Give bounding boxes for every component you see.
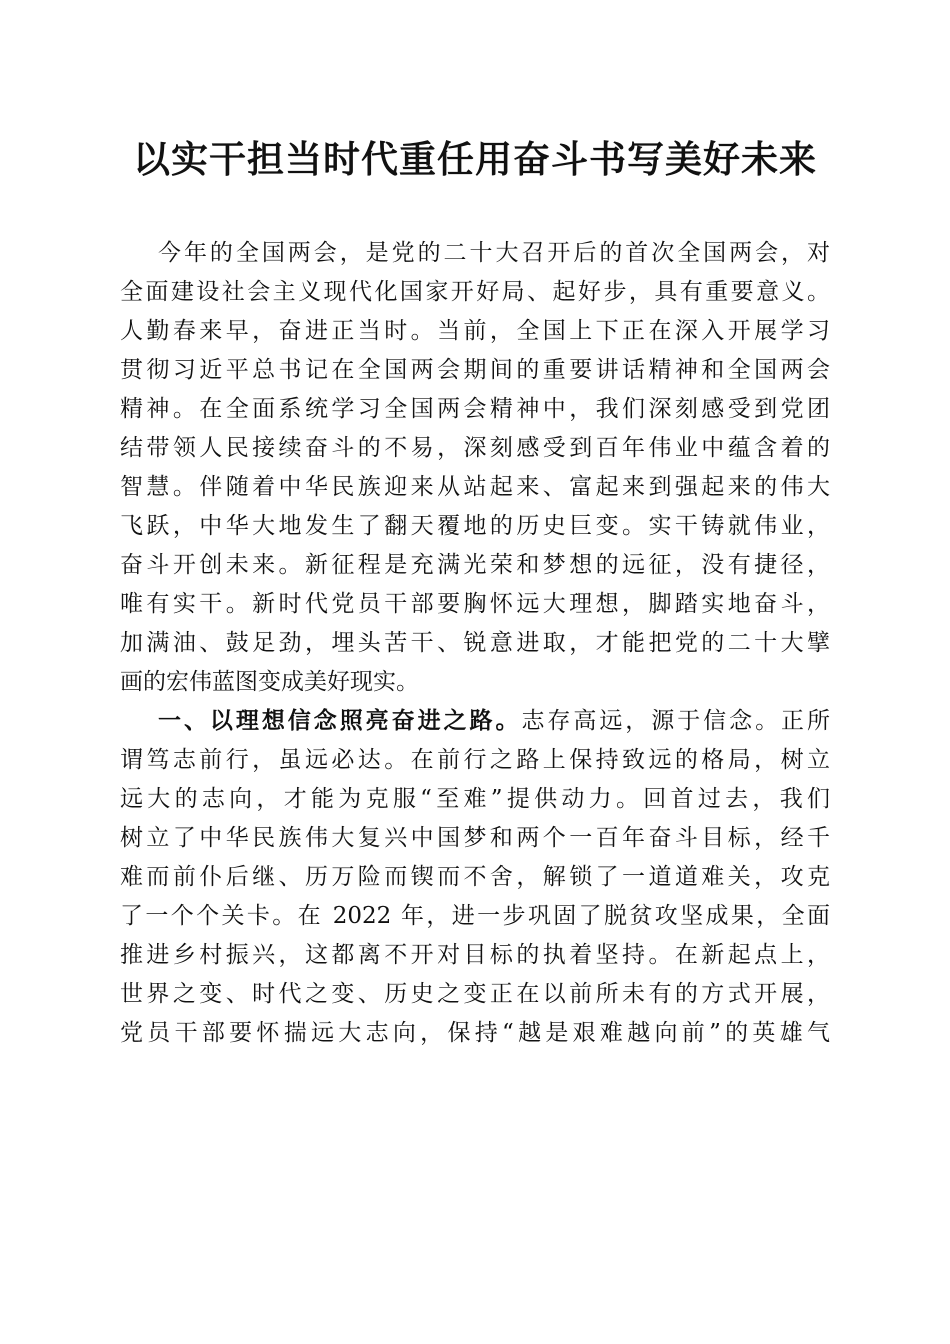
text-line: 结带领人民接续奋斗的不易，深刻感受到百年伟业中蕴含着的 xyxy=(120,435,830,461)
text-line: 世界之变、时代之变、历史之变正在以前所未有的方式开展， xyxy=(120,981,830,1007)
text-line: 智慧。伴随着中华民族迎来从站起来、富起来到强起来的伟大 xyxy=(120,474,830,500)
text-line: 今年的全国两会，是党的二十大召开后的首次全国两会，对 xyxy=(158,240,830,266)
text-line: 飞跃，中华大地发生了翻天覆地的历史巨变。实干铸就伟业， xyxy=(120,513,830,539)
section-heading: 一、以理想信念照亮奋进之路。 xyxy=(158,708,522,734)
text-line: 贯彻习近平总书记在全国两会期间的重要讲话精神和全国两会 xyxy=(120,357,830,383)
section-first-line xyxy=(120,702,830,741)
text-line: 全面建设社会主义现代化国家开好局、起好步，具有重要意义。 xyxy=(120,279,830,305)
text-line: 推进乡村振兴，这都离不开对目标的执着坚持。在新起点上， xyxy=(120,942,830,968)
text-line: 远大的志向，才能为克服“至难”提供动力。回首过去，我们 xyxy=(120,786,830,812)
text-line: 画的宏伟蓝图变成美好现实。 xyxy=(120,669,419,695)
text-line: 奋斗开创未来。新征程是充满光荣和梦想的远征，没有捷径， xyxy=(120,552,830,578)
section-one xyxy=(120,702,830,1053)
paragraph-intro xyxy=(120,234,830,702)
text-line: 党员干部要怀揣远大志向，保持“越是艰难越向前”的英雄气 xyxy=(120,1020,830,1046)
section-first-line-text: 志存高远，源于信念。正所 xyxy=(521,708,831,734)
text-line: 难而前仆后继、历万险而锲而不舍，解锁了一道道难关，攻克 xyxy=(120,864,830,890)
text-line: 人勤春来早，奋进正当时。当前，全国上下正在深入开展学习 xyxy=(120,318,830,344)
text-line: 加满油、鼓足劲，埋头苦干、锐意进取，才能把党的二十大擘 xyxy=(120,630,830,656)
document-body xyxy=(120,234,830,1053)
text-line: 精神。在全面系统学习全国两会精神中，我们深刻感受到党团 xyxy=(120,396,830,422)
text-line: 唯有实干。新时代党员干部要胸怀远大理想，脚踏实地奋斗， xyxy=(120,591,830,617)
text-line: 了一个个关卡。在 2022 年，进一步巩固了脱贫攻坚成果，全面 xyxy=(120,903,830,929)
document-title: 以实干担当时代重任用奋斗书写美好未来 xyxy=(133,137,817,181)
text-line: 树立了中华民族伟大复兴中国梦和两个一百年奋斗目标，经千 xyxy=(120,825,830,851)
text-line: 谓笃志前行，虽远必达。在前行之路上保持致远的格局，树立 xyxy=(120,747,830,773)
